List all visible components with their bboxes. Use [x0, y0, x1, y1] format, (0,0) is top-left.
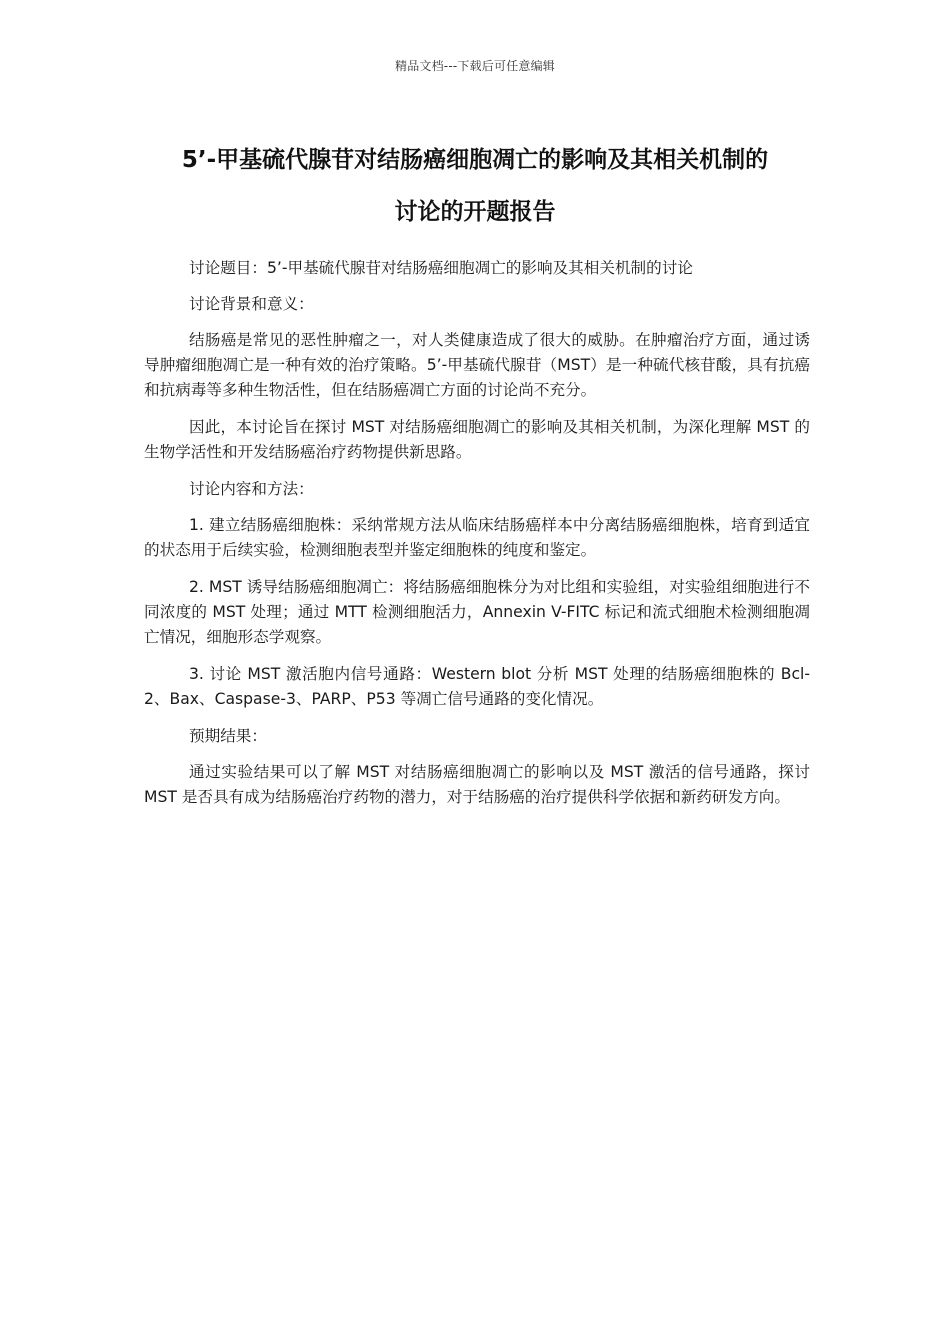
- title-line-1: 5’-甲基硫代腺苷对结肠癌细胞凋亡的影响及其相关机制的: [181, 147, 769, 173]
- header-note: 精品文档---下载后可任意编辑: [395, 59, 555, 73]
- topic-line: 讨论题目：5’-甲基硫代腺苷对结肠癌细胞凋亡的影响及其相关机制的讨论: [189, 259, 693, 277]
- background-heading: 讨论背景和意义：: [189, 295, 314, 313]
- document-body: [144, 256, 810, 822]
- method-item-3: 3. 讨论 MST 激活胞内信号通路：Western blot 分析 MST 处理的结肠癌细胞株的 Bcl-2、Bax、Caspase-3、PARP、P53 等凋亡信号通路的变化情况。: [144, 665, 810, 708]
- background-paragraph-1: 结肠癌是常见的恶性肿瘤之一，对人类健康造成了很大的威胁。在肿瘤治疗方面，通过诱导肿瘤细胞凋亡是一种有效的治疗策略。5’-甲基硫代腺苷（MST）是一种硫代核苷酸，具有抗癌和抗病毒等多种生物活性，但在结肠癌凋亡方面的讨论尚不充分。: [144, 331, 810, 399]
- method-item-2: 2. MST 诱导结肠癌细胞凋亡：将结肠癌细胞株分为对比组和实验组，对实验组细胞进行不同浓度的 MST 处理；通过 MTT 检测细胞活力，Annexin V-FITC 标记和流式细胞术检测细胞凋亡情况，细胞形态学观察。: [144, 578, 810, 646]
- title-line-2: 讨论的开题报告: [394, 199, 556, 225]
- results-heading: 预期结果：: [189, 727, 267, 745]
- method-item-1: 1. 建立结肠癌细胞株：采纳常规方法从临床结肠癌样本中分离结肠癌细胞株，培育到适宜的状态用于后续实验，检测细胞表型并鉴定细胞株的纯度和鉴定。: [144, 516, 810, 559]
- methods-heading: 讨论内容和方法：: [189, 480, 314, 498]
- results-paragraph: 通过实验结果可以了解 MST 对结肠癌细胞凋亡的影响以及 MST 激活的信号通路，探讨 MST 是否具有成为结肠癌治疗药物的潜力，对于结肠癌的治疗提供科学依据和新药研发方向。: [144, 763, 810, 806]
- document-title: [120, 134, 830, 238]
- background-paragraph-2: 因此，本讨论旨在探讨 MST 对结肠癌细胞凋亡的影响及其相关机制，为深化理解 MST 的生物学活性和开发结肠癌治疗药物提供新思路。: [144, 418, 810, 461]
